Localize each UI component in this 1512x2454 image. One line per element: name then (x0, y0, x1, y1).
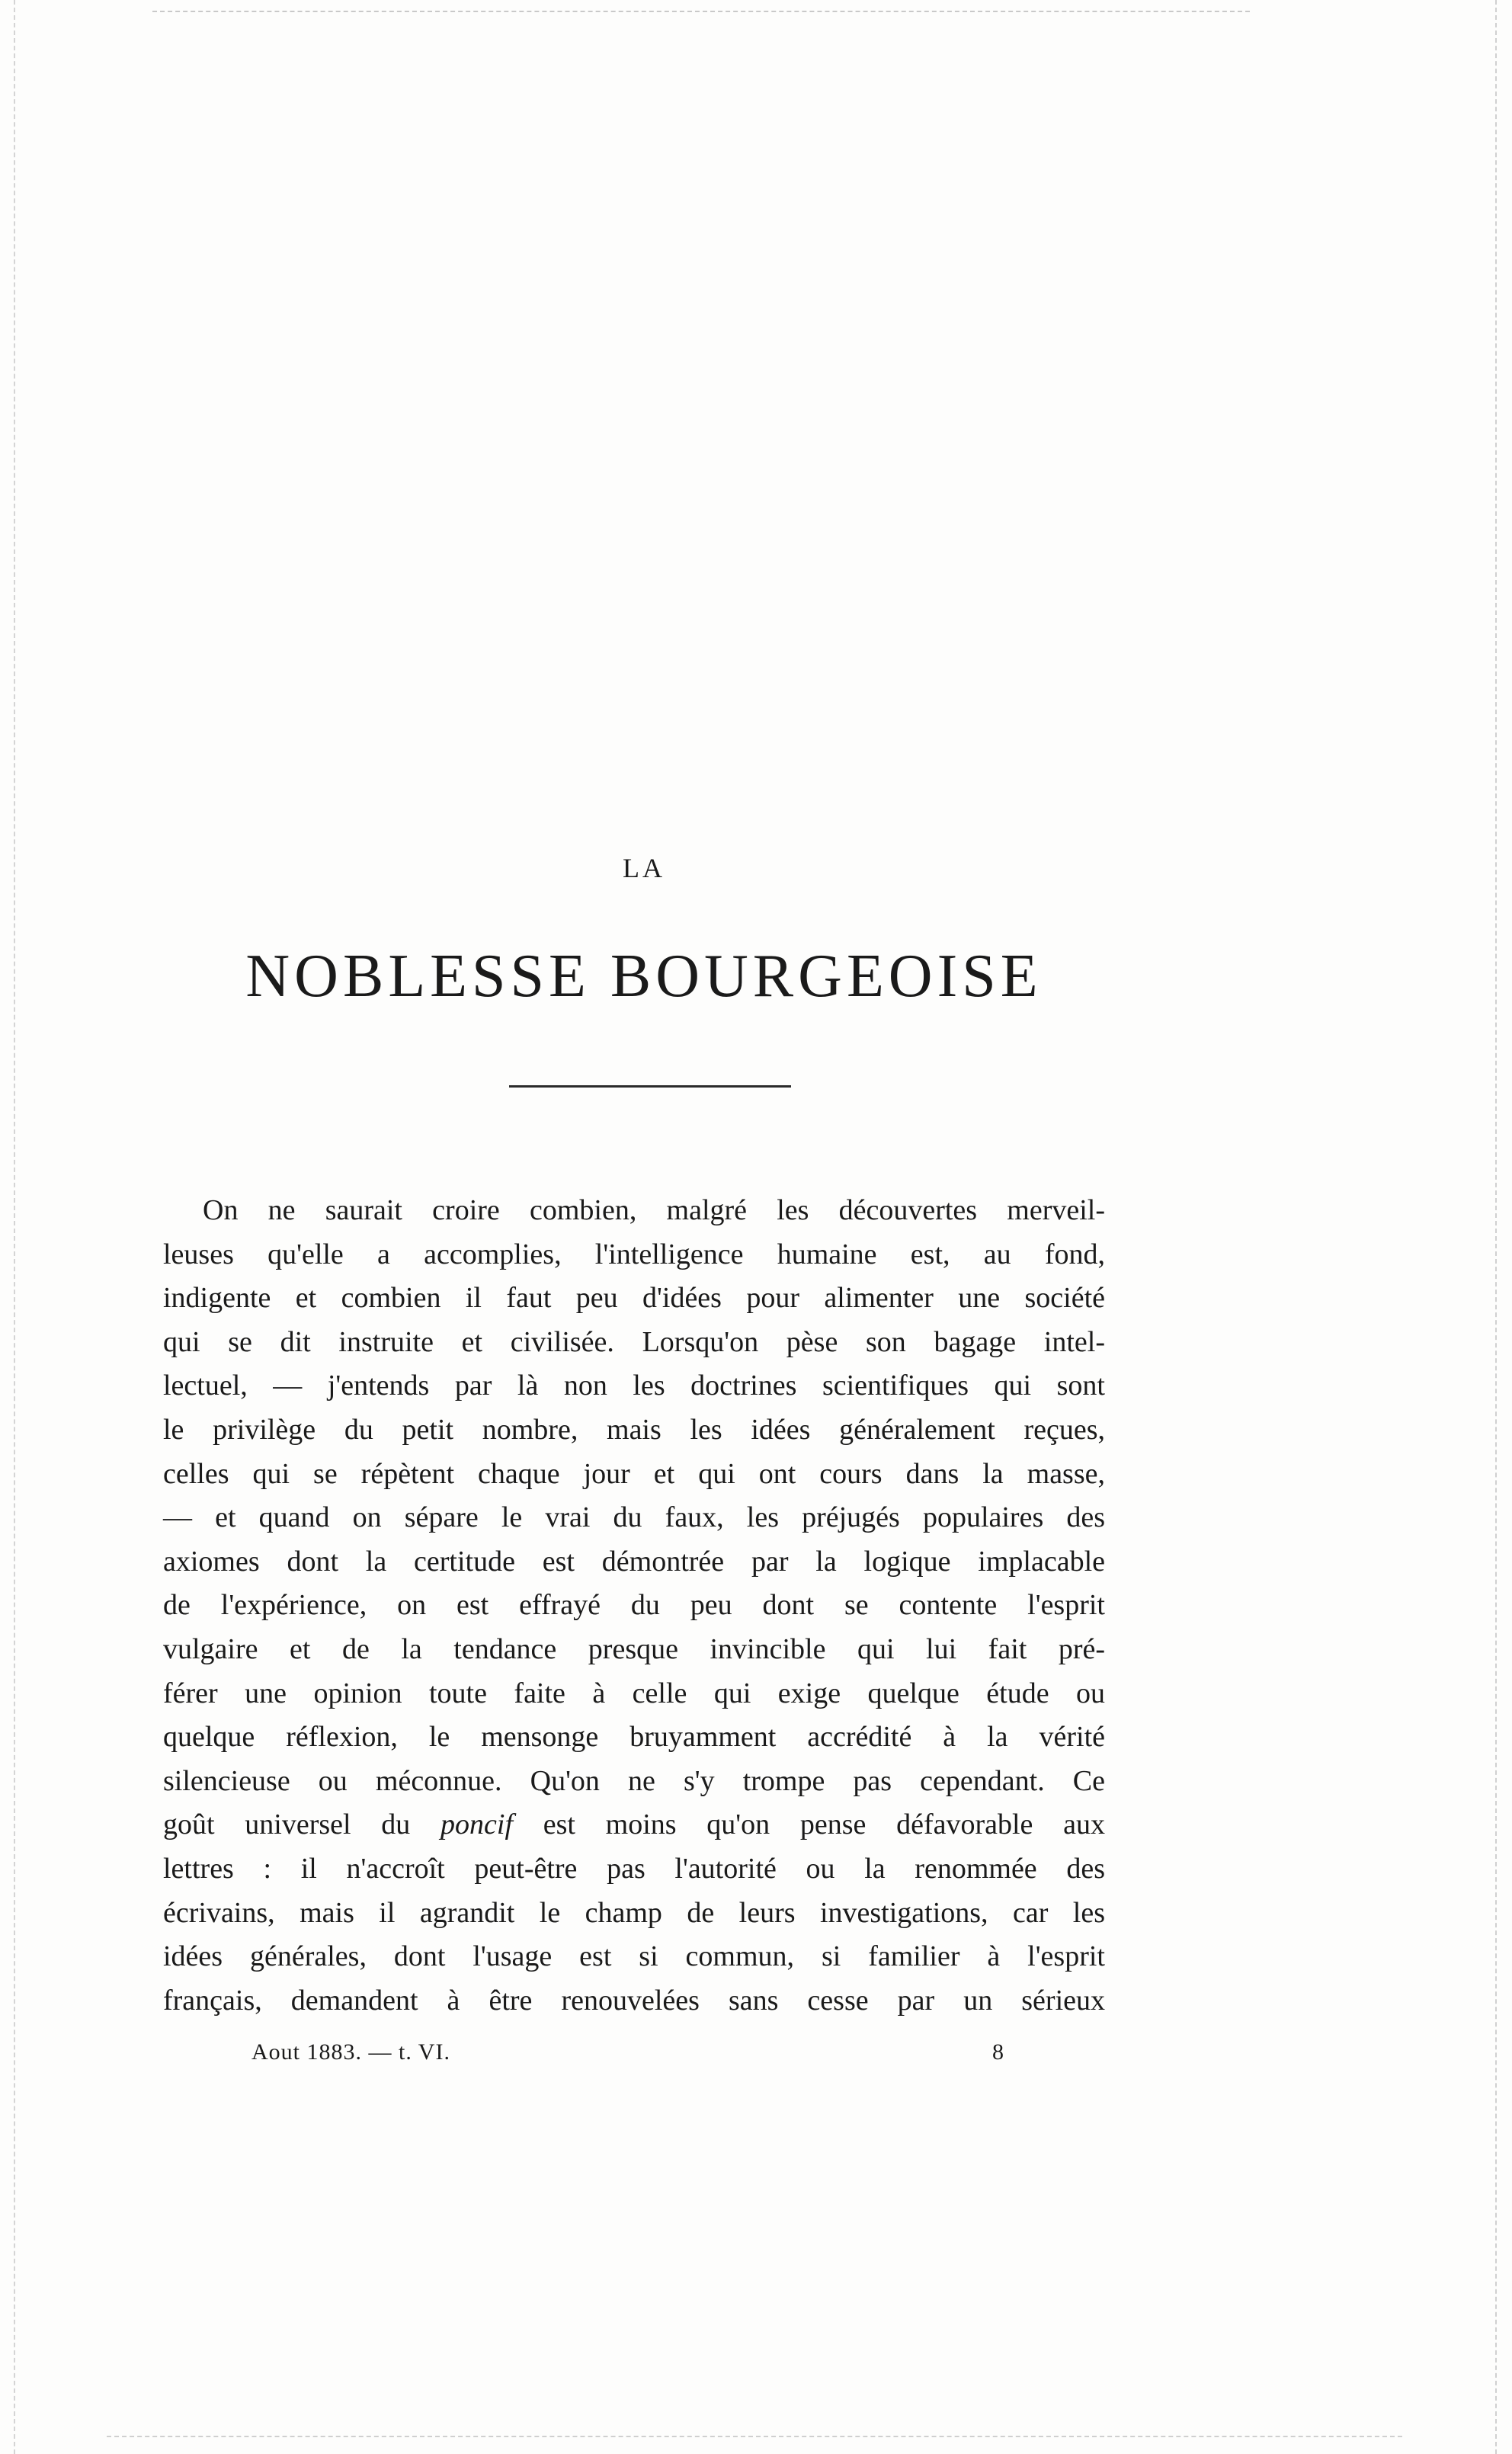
scan-edge-left (14, 0, 15, 2454)
scan-edge-right (1495, 0, 1497, 2454)
text-line: — et quand on sépare le vrai du faux, les préjugés populaires des (163, 1501, 1105, 1534)
title-kicker: LA (623, 853, 665, 883)
text-line: indigente et combien il faut peu d'idées pour alimenter une société (163, 1282, 1105, 1315)
page-number: 8 (992, 2039, 1004, 2065)
text-line: idées générales, dont l'usage est si commun, si familier à l'esprit (163, 1940, 1105, 1973)
text-line: écrivains, mais il agrandit le champ de leurs investigations, car les (163, 1896, 1105, 1929)
page-title: NOBLESSE BOURGEOISE (245, 943, 1043, 1010)
line-segment: est moins qu'on pense défavorable aux (513, 1808, 1105, 1841)
scan-edge-bottom (107, 2436, 1402, 2437)
text-line: silencieuse ou méconnue. Qu'on ne s'y trompe pas cependant. Ce (163, 1764, 1105, 1797)
text-line: leuses qu'elle a accomplies, l'intelligence humaine est, au fond, (163, 1238, 1105, 1270)
scan-edge-top (152, 11, 1250, 12)
issue-info: Aout 1883. — t. VI. (251, 2039, 450, 2065)
title-rule (509, 1085, 791, 1088)
text-line: qui se dit instruite et civilisée. Lorsqu'on pèse son bagage intel- (163, 1325, 1105, 1358)
page-footer (251, 2039, 1014, 2065)
text-line: français, demandent à être renouvelées sans cesse par un sérieux (163, 1984, 1105, 2017)
italic-word: poncif (440, 1808, 513, 1841)
text-line: lettres : il n'accroît peut-être pas l'autorité ou la renommée des (163, 1852, 1105, 1885)
text-line-with-italic (163, 1803, 1105, 1847)
text-line: férer une opinion toute faite à celle qui exige quelque étude ou (163, 1677, 1105, 1709)
text-line: de l'expérience, on est effrayé du peu dont se contente l'esprit (163, 1589, 1105, 1622)
body-text (163, 1189, 1105, 2023)
text-line: On ne saurait croire combien, malgré les découvertes merveil- (203, 1194, 1105, 1226)
text-line: quelque réflexion, le mensonge bruyamment accrédité à la vérité (163, 1721, 1105, 1754)
text-line: celles qui se répètent chaque jour et qui ont cours dans la masse, (163, 1457, 1105, 1490)
line-segment: goût universel du (163, 1808, 441, 1841)
text-line: le privilège du petit nombre, mais les idées généralement reçues, (163, 1413, 1105, 1446)
text-line: lectuel, — j'entends par là non les doctrines scientifiques qui sont (163, 1370, 1105, 1402)
text-line: vulgaire et de la tendance presque invincible qui lui fait pré- (163, 1632, 1105, 1665)
text-line: axiomes dont la certitude est démontrée par la logique implacable (163, 1545, 1105, 1578)
